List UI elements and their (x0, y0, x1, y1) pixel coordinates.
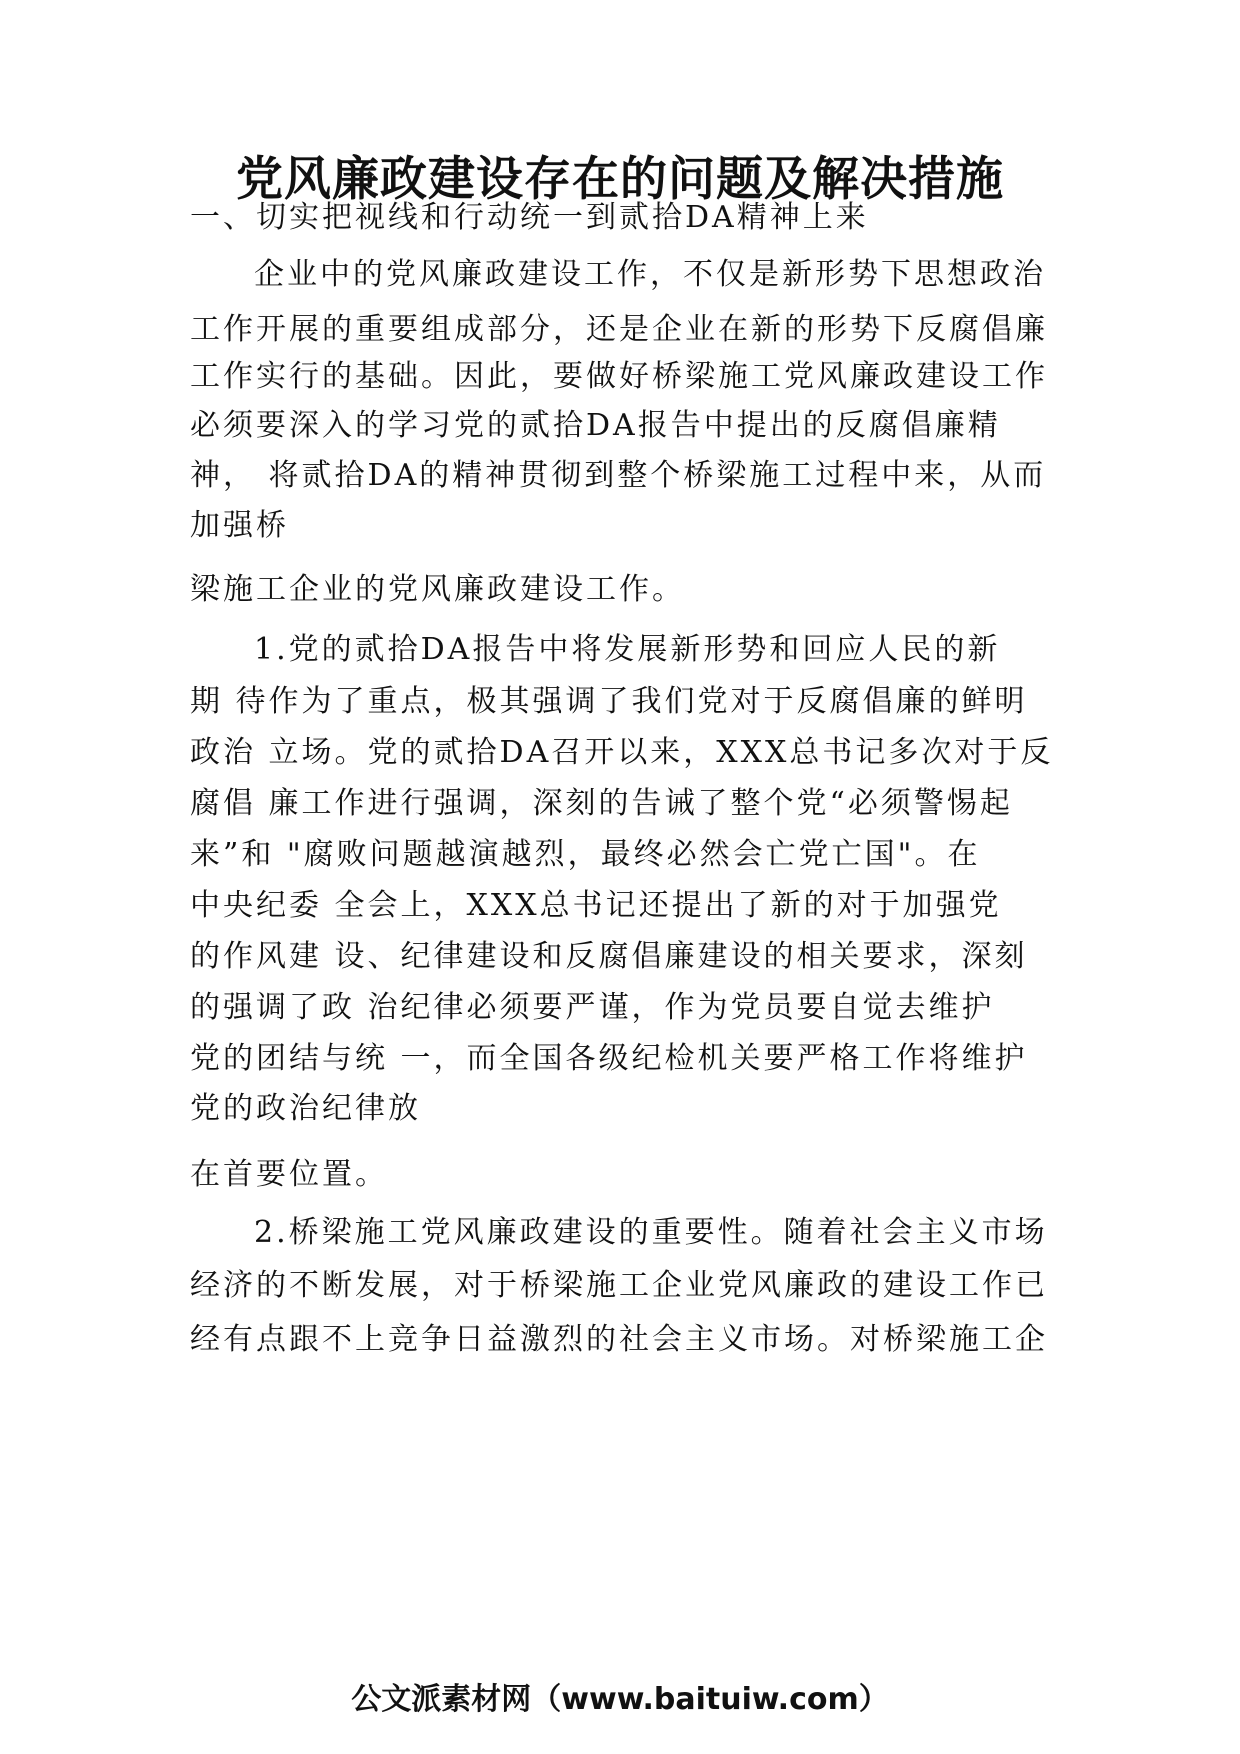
footer-source: 公文派素材网（www.baituiw.com） (351, 1682, 889, 1717)
paragraph-2-line-6: 中央纪委 全会上，XXX总书记还提出了新的对于加强党 (190, 888, 1002, 923)
paragraph-2-line-7: 的作风建 设、纪律建设和反腐倡廉建设的相关要求，深刻 (190, 939, 1028, 974)
paragraph-2-line-5: 来”和 "腐败问题越演越烈，最终必然会亡党亡国"。在 (190, 837, 981, 872)
paragraph-3-line-2: 经济的不断发展，对于桥梁施工企业党风廉政的建设工作已 (190, 1268, 1048, 1303)
paragraph-1-line-2: 工作开展的重要组成部分，还是企业在新的形势下反腐倡廉 (190, 312, 1048, 347)
paragraph-3-line-3: 经有点跟不上竞争日益激烈的社会主义市场。对桥梁施工企 (190, 1322, 1048, 1357)
paragraph-1-line-3: 工作实行的基础。因此，要做好桥梁施工党风廉政建设工作 (190, 359, 1048, 394)
paragraph-2-line-3: 政治 立场。党的贰拾DA召开以来，XXX总书记多次对于反 (190, 735, 1054, 770)
paragraph-2-line-10: 党的政治纪律放 (190, 1091, 421, 1126)
paragraph-2-line-2: 期 待作为了重点，极其强调了我们党对于反腐倡廉的鲜明 (190, 684, 1028, 719)
paragraph-3-line-1: 2.桥梁施工党风廉政建设的重要性。随着社会主义市场 (254, 1215, 1048, 1250)
section-heading-1: 一、切实把视线和行动统一到贰拾DA精神上来 (190, 200, 869, 235)
paragraph-1-line-7: 梁施工企业的党风廉政建设工作。 (190, 572, 685, 607)
paragraph-2-line-8: 的强调了政 治纪律必须要严谨，作为党员要自觉去维护 (190, 990, 995, 1025)
paragraph-1-line-4: 必须要深入的学习党的贰拾DA报告中提出的反腐倡廉精 (190, 408, 1001, 443)
document-title: 党风廉政建设存在的问题及解决措施 (236, 152, 1004, 207)
paragraph-2-line-4: 腐倡 廉工作进行强调，深刻的告诫了整个党“必须警惕起 (190, 786, 1013, 821)
paragraph-1-line-1: 企业中的党风廉政建设工作，不仅是新形势下思想政治 (254, 257, 1046, 292)
paragraph-2-line-1: 1.党的贰拾DA报告中将发展新形势和回应人民的新 (254, 632, 1001, 667)
paragraph-1-line-5: 神， 将贰拾DA的精神贯彻到整个桥梁施工过程中来，从而 (190, 458, 1047, 493)
paragraph-1-line-6: 加强桥 (190, 508, 289, 543)
paragraph-2-line-11: 在首要位置。 (190, 1157, 388, 1192)
paragraph-2-line-9: 党的团结与统 一，而全国各级纪检机关要严格工作将维护 (190, 1041, 1028, 1076)
